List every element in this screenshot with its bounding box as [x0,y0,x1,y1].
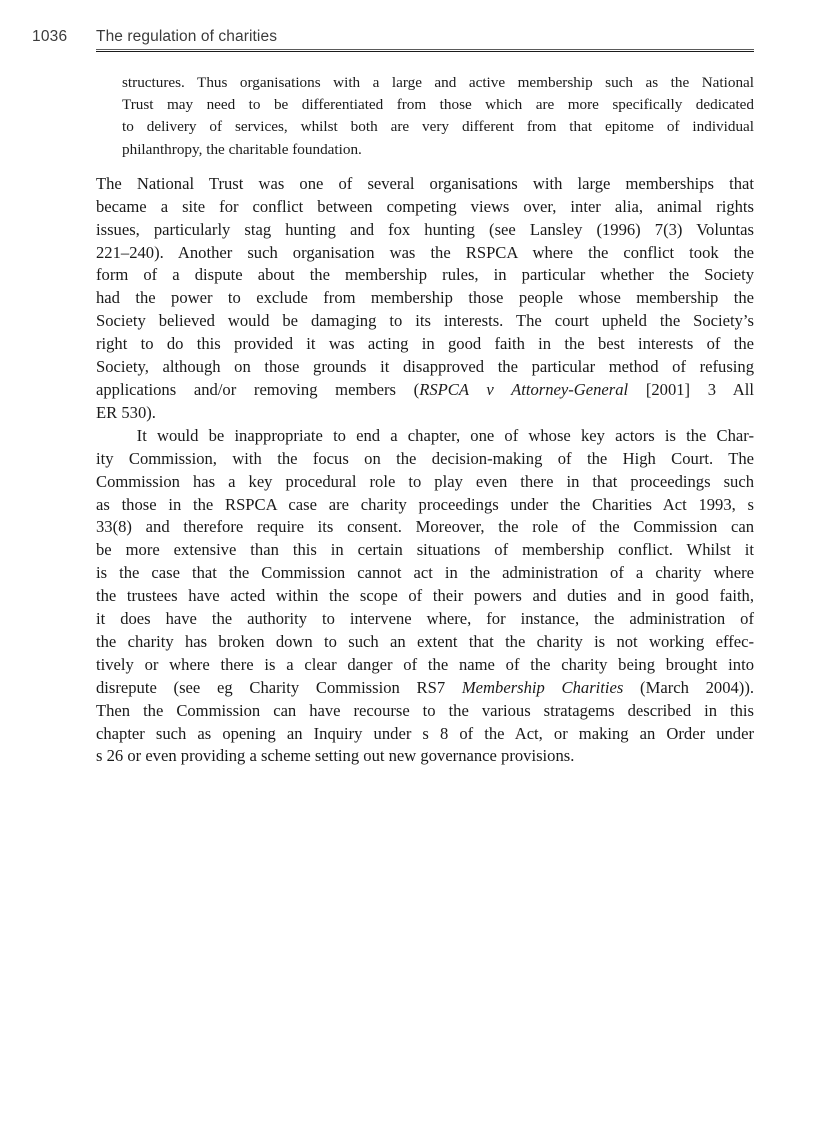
text-column [96,72,754,768]
text-line: disrepute (see eg Charity Commission RS7 Membership Charities (March 2004)). [96,677,755,697]
text-line: became a site for conflict between competing views over, inter alia, animal rights [96,196,754,216]
page-number: 1036 [32,28,68,45]
text-line: The National Trust was one of several organisations with large memberships that [96,173,754,193]
text-line: is the case that the Commission cannot act in the administration of a charity where [96,563,754,583]
text-line: it does have the authority to intervene where, for instance, the administration of [96,609,754,629]
text-line: the charity has broken down to such an extent that the charity is not working effec- [96,631,754,651]
text-line: as those in the RSPCA case are charity proceedings under the Charities Act 1993, s [96,494,754,514]
text-line: philanthropy, the charitable foundation. [122,140,362,158]
text-line: It would be inappropriate to end a chapter, one of whose key actors is the Char- [96,425,754,445]
text-line: Trust may need to be differentiated from those which are more specifically dedicated [122,96,754,114]
text-line: Then the Commission can have recourse to the various stratagems described in this [96,700,754,720]
citation-title: RSPCA v Attorney-General [419,379,629,399]
text-line: ER 530). [96,402,156,422]
text-line: the trustees have acted within the scope of their powers and duties and in good faith, [96,586,754,606]
text-line: had the power to exclude from membership those people whose membership the [96,288,754,308]
text-line: be more extensive than this in certain situations of membership conflict. Whilst it [96,540,754,560]
citation-title: Membership Charities [461,677,624,697]
body-paragraph-2 [96,425,754,769]
spacer [96,161,754,173]
body-paragraph-1 [96,173,754,425]
text-line: to delivery of services, whilst both are very different from that epitome of individual [122,118,754,136]
text-line: chapter such as opening an Inquiry under s 8 of the Act, or making an Order under [96,723,754,743]
running-title: The regulation of charities [96,28,278,45]
text-line: issues, particularly stag hunting and fox hunting (see Lansley (1996) 7(3) Voluntas [96,219,754,239]
text-line: 33(8) and therefore require its consent. Moreover, the role of the Commission can [96,517,754,537]
text-line: s 26 or even providing a scheme setting out new governance provisions. [96,746,575,766]
text-line: Commission has a key procedural role to play even there in that proceedings such [96,471,754,491]
text-line: Society believed would be damaging to its interests. The court upheld the Society’s [96,311,754,331]
text-line: applications and/or removing members (RSPCA v Attorney-General [2001] 3 All [96,379,754,399]
text-line: Society, although on those grounds it disapproved the particular method of refusing [96,357,754,377]
text-line: right to do this provided it was acting in good faith in the best interests of the [96,334,754,354]
text-line: ity Commission, with the focus on the decision-making of the High Court. The [96,448,754,468]
text-line: structures. Thus organisations with a large and active membership such as the National [122,74,754,91]
text-line: 221–240). Another such organisation was the RSPCA where the conflict took the [96,242,754,262]
block-quote [122,72,754,161]
header-rule-thick [96,51,754,52]
header-rule-thin [96,49,754,50]
text-line: form of a dispute about the membership rules, in particular whether the Society [96,265,754,285]
header-rule [96,49,754,52]
text-line: tively or where there is a clear danger of the name of the charity being brought into [96,654,754,674]
